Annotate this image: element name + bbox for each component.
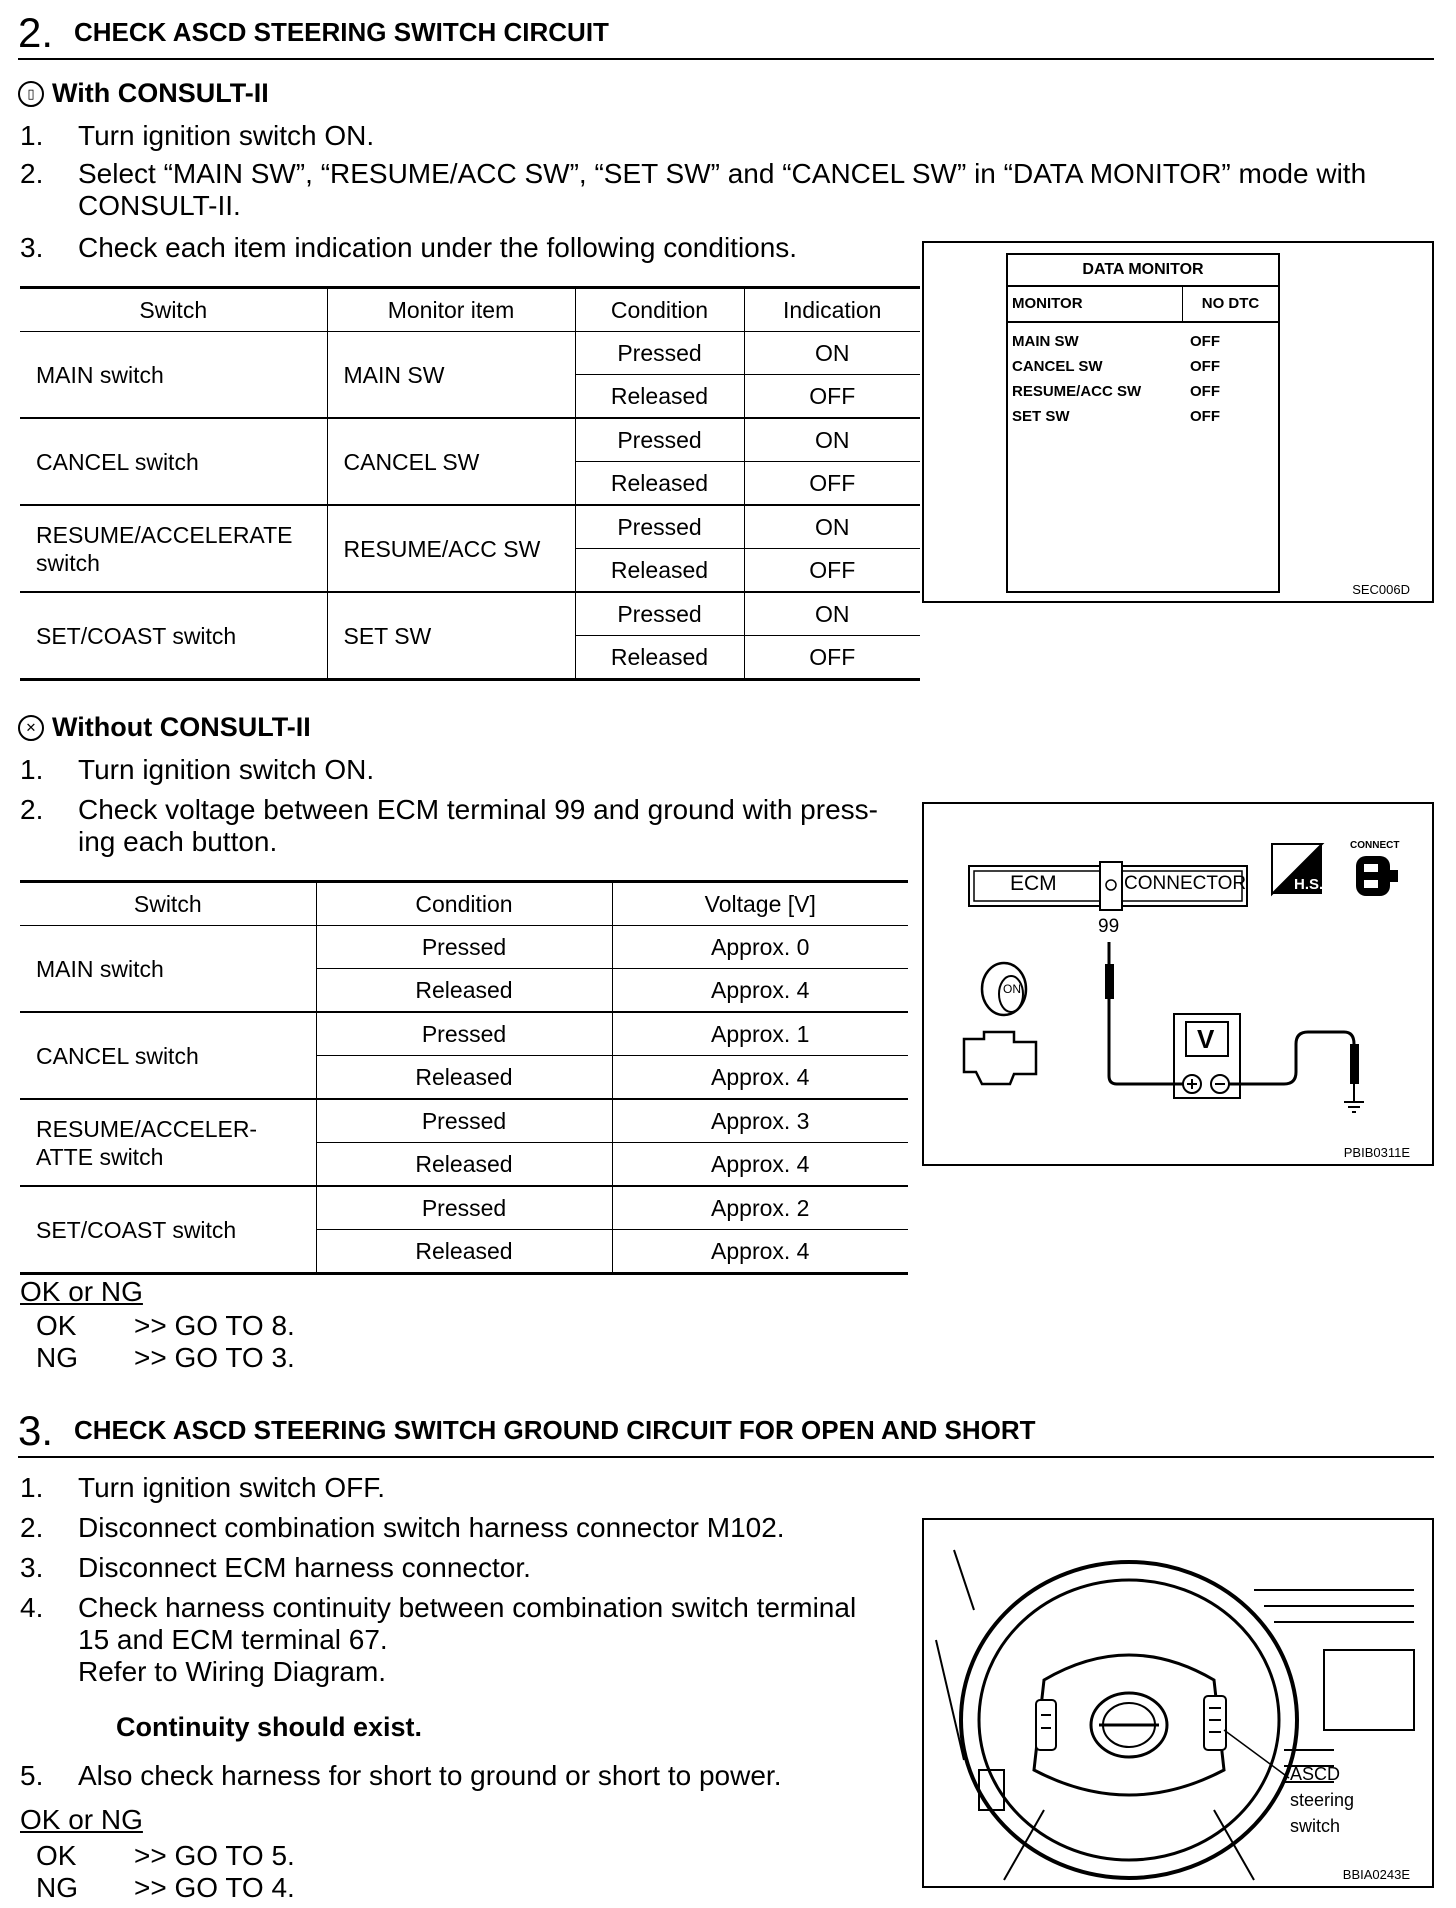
voltage-cell: Approx. 1 — [612, 1012, 908, 1056]
step-text: CONSULT-II. — [78, 190, 241, 221]
data-monitor-header — [1008, 287, 1278, 323]
step-text: Turn ignition switch ON. — [78, 120, 375, 151]
condition-cell: Released — [316, 1230, 612, 1274]
list-item: CANCEL SW OFF — [1012, 358, 1220, 375]
step-index: 1. — [20, 1472, 44, 1503]
table-header-row — [20, 882, 908, 926]
ok-label: OK — [36, 1840, 77, 1871]
list-item: SET SW OFF — [1012, 408, 1220, 425]
data-monitor-list — [1008, 323, 1278, 433]
terminal-label: 99 — [1098, 916, 1120, 937]
ok-result — [36, 1310, 76, 1342]
ecm-label: ECM — [1010, 872, 1057, 895]
monitor-cell: SET SW — [327, 592, 575, 680]
header-condition: Condition — [316, 882, 612, 926]
ok-label: OK — [36, 1310, 77, 1341]
voltage-table — [20, 880, 908, 1275]
condition-cell: Pressed — [316, 926, 612, 969]
step-index: 1. — [20, 120, 44, 151]
step-index: 3. — [20, 232, 44, 263]
step-index: 4. — [20, 1592, 44, 1623]
switch-cell: SET/COAST switch — [20, 592, 327, 680]
step-index: 2. — [20, 1512, 44, 1543]
step-3-header — [18, 1402, 1434, 1458]
voltage-cell: Approx. 2 — [612, 1186, 908, 1230]
condition-cell: Pressed — [575, 505, 744, 549]
header-indication: Indication — [744, 288, 920, 332]
ok-action: >> GO TO 8. — [134, 1310, 295, 1341]
hs-label: H.S. — [1294, 876, 1324, 893]
step-number: 2. — [18, 9, 54, 56]
ok-or-ng-label: OK or NG — [20, 1276, 143, 1307]
consult-icon: ▯ — [18, 81, 44, 107]
ok-result — [36, 1840, 76, 1872]
condition-cell: Pressed — [575, 332, 744, 375]
step-number: 3. — [18, 1407, 54, 1454]
table-header-row — [20, 288, 920, 332]
callout-switch: switch — [1290, 1816, 1341, 1836]
ecm-circuit-diagram — [924, 804, 1432, 1164]
step-index: 2. — [20, 158, 44, 189]
table-row — [20, 1099, 908, 1143]
callout-ascd: ASCD — [1290, 1764, 1341, 1784]
table-row — [20, 1012, 908, 1056]
key-on-label: ON — [1003, 982, 1021, 996]
step-text: Also check harness for short to ground or short to power. — [78, 1760, 782, 1791]
switch-cell: MAIN switch — [20, 332, 327, 419]
voltage-cell: Approx. 3 — [612, 1099, 908, 1143]
ng-label: NG — [36, 1342, 78, 1373]
table-row — [20, 332, 920, 375]
switch-cell: RESUME/ACCELER- ATTE switch — [20, 1099, 316, 1186]
condition-cell: Released — [575, 636, 744, 680]
switch-cell: RESUME/ACCELERATE switch — [20, 505, 327, 592]
table-row — [20, 592, 920, 636]
step-text: 15 and ECM terminal 67. — [78, 1624, 388, 1655]
condition-cell: Released — [316, 1143, 612, 1187]
step-title: CHECK ASCD STEERING SWITCH GROUND CIRCUIT FOR OPEN AND SHORT — [74, 1415, 1036, 1445]
data-monitor-title: DATA MONITOR — [1008, 255, 1278, 287]
with-consult-label: With CONSULT-II — [52, 78, 269, 108]
no-consult-icon: ✕ — [18, 715, 44, 741]
condition-cell: Released — [316, 1056, 612, 1100]
table-row — [20, 1186, 908, 1230]
ecm-voltage-figure — [922, 802, 1434, 1166]
indication-cell: ON — [744, 332, 920, 375]
with-consult-heading — [18, 78, 269, 109]
connector-label: CONNECTOR — [1124, 873, 1247, 894]
monitor-cell: CANCEL SW — [327, 418, 575, 505]
indication-cell: OFF — [744, 636, 920, 680]
ng-action: >> GO TO 4. — [134, 1872, 295, 1903]
monitor-col-label: MONITOR — [1008, 287, 1183, 321]
monitor-cell: MAIN SW — [327, 332, 575, 419]
step-title: CHECK ASCD STEERING SWITCH CIRCUIT — [74, 17, 609, 47]
step-text: Check harness continuity between combination switch terminal — [78, 1592, 857, 1623]
data-monitor-screen — [1006, 253, 1280, 593]
header-monitor-item: Monitor item — [327, 288, 575, 332]
step-text: Disconnect ECM harness connector. — [78, 1552, 531, 1583]
condition-cell: Released — [316, 969, 612, 1013]
voltage-cell: Approx. 4 — [612, 1143, 908, 1187]
ok-or-ng-label: OK or NG — [20, 1804, 143, 1835]
without-consult-heading — [18, 712, 311, 743]
step-text: Disconnect combination switch harness connector M102. — [78, 1512, 785, 1543]
step-2-header — [18, 4, 1434, 60]
step-text: Check voltage between ECM terminal 99 and ground with press- — [78, 794, 878, 825]
step-text: Check each item indication under the following conditions. — [78, 232, 798, 263]
ng-result — [36, 1872, 78, 1904]
voltage-cell: Approx. 0 — [612, 926, 908, 969]
condition-cell: Released — [575, 375, 744, 419]
table-row — [20, 505, 920, 549]
voltmeter-label: V — [1197, 1024, 1215, 1054]
condition-cell: Released — [575, 549, 744, 593]
callout-steering: steering — [1290, 1790, 1355, 1810]
continuity-spec: Continuity should exist. — [116, 1712, 423, 1742]
voltage-cell: Approx. 4 — [612, 1056, 908, 1100]
condition-cell: Pressed — [316, 1099, 612, 1143]
step-index: 1. — [20, 754, 44, 785]
ok-action: >> GO TO 5. — [134, 1840, 295, 1871]
indication-cell: OFF — [744, 549, 920, 593]
connect-label: CONNECT — [1350, 840, 1400, 851]
steering-switch-figure — [922, 1518, 1434, 1888]
header-condition: Condition — [575, 288, 744, 332]
switch-cell: SET/COAST switch — [20, 1186, 316, 1274]
switch-cell: MAIN switch — [20, 926, 316, 1013]
table-row — [20, 418, 920, 462]
without-consult-label: Without CONSULT-II — [52, 712, 311, 742]
step-text: Turn ignition switch OFF. — [78, 1472, 386, 1503]
condition-cell: Pressed — [316, 1186, 612, 1230]
step-text: Turn ignition switch ON. — [78, 754, 375, 785]
step-text: ing each button. — [78, 826, 278, 857]
condition-cell: Pressed — [316, 1012, 612, 1056]
indication-cell: OFF — [744, 462, 920, 506]
table-row — [20, 926, 908, 969]
list-item: MAIN SW OFF — [1012, 333, 1220, 350]
steering-wheel-illustration — [924, 1520, 1432, 1886]
figure-code: BBIA0243E — [1342, 1867, 1410, 1882]
switch-cell: CANCEL switch — [20, 418, 327, 505]
list-item: RESUME/ACC SW OFF — [1012, 383, 1220, 400]
condition-cell: Pressed — [575, 418, 744, 462]
condition-cell: Released — [575, 462, 744, 506]
data-monitor-figure — [922, 241, 1434, 603]
voltage-cell: Approx. 4 — [612, 969, 908, 1013]
voltage-cell: Approx. 4 — [612, 1230, 908, 1274]
switch-cell: CANCEL switch — [20, 1012, 316, 1099]
monitor-cell: RESUME/ACC SW — [327, 505, 575, 592]
header-voltage: Voltage [V] — [612, 882, 908, 926]
step-index: 3. — [20, 1552, 44, 1583]
step-text: Select “MAIN SW”, “RESUME/ACC SW”, “SET SW” and “CANCEL SW” in “DATA MONITOR” mode with — [78, 158, 1367, 189]
indication-cell: OFF — [744, 375, 920, 419]
figure-code: SEC006D — [1352, 582, 1410, 597]
condition-cell: Pressed — [575, 592, 744, 636]
indication-cell: ON — [744, 418, 920, 462]
no-dtc-label: NO DTC — [1201, 295, 1260, 312]
ng-result — [36, 1342, 78, 1374]
figure-code: PBIB0311E — [1343, 1145, 1410, 1160]
indication-cell: ON — [744, 505, 920, 549]
header-switch: Switch — [20, 882, 316, 926]
step-index: 5. — [20, 1760, 44, 1791]
step-text: Refer to Wiring Diagram. — [78, 1656, 387, 1687]
indication-cell: ON — [744, 592, 920, 636]
ng-action: >> GO TO 3. — [134, 1342, 295, 1373]
step-index: 2. — [20, 794, 44, 825]
ng-label: NG — [36, 1872, 78, 1903]
header-switch: Switch — [20, 288, 327, 332]
consult-monitor-table — [20, 286, 920, 681]
